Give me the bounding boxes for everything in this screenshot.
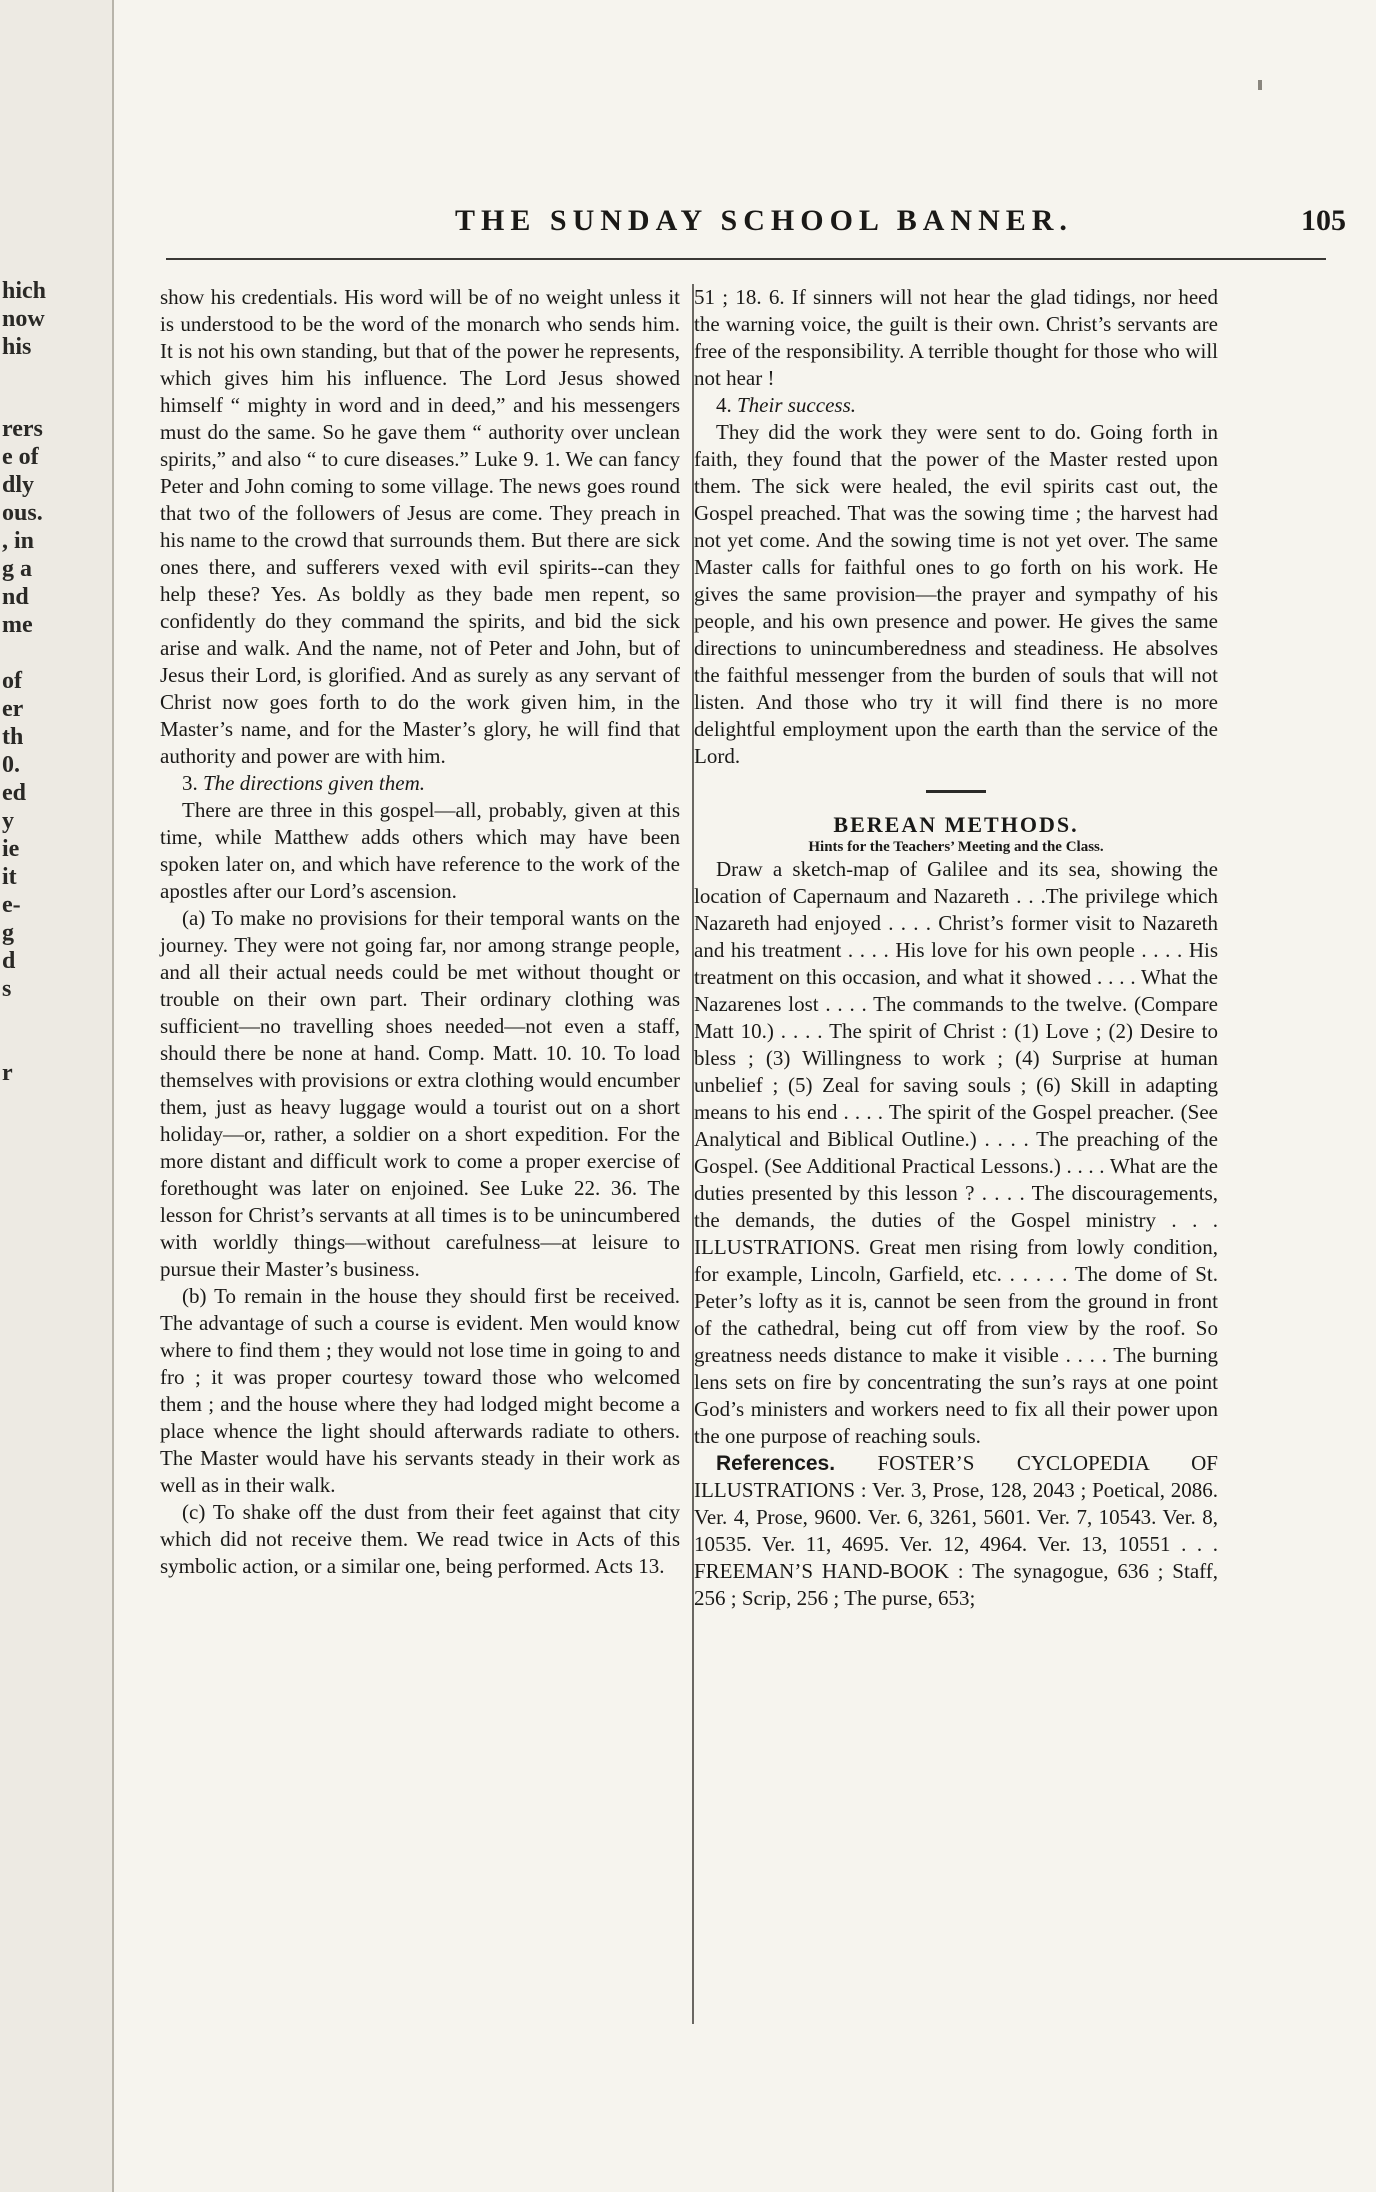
subsection-number: 4. — [716, 393, 732, 417]
right-column — [694, 284, 1218, 1612]
left-page-fragment: e of — [2, 444, 39, 470]
paragraph: Draw a sketch-map of Galilee and its sea, showing the location of Capernaum and Nazareth . . .The privilege which Nazareth had enjoyed . . . . Christ’s former visit to Nazareth and his treatment . . . . His love for his own people . . . . His treatment on this occasion, and what it showed . . . . What the Nazarenes lost . . . . The commands to the twelve. (Compare Matt 10.) . . . . The spirit of Christ : (1) Love ; (2) Desire to bless ; (3) Willingness to work ; (4) Surprise at human unbelief ; (5) Zeal for saving souls ; (6) Skill in adapting means to his end . . . . The spirit of the Gospel preacher. (See Analytical and Biblical Outline.) . . . . The preaching of the Gospel. (See Additional Practical Lessons.) . . . . What are the duties presented by this lesson ? . . . . The discouragements, the demands, the duties of the Gospel ministry . . . ILLUSTRATIONS. Great men rising from lowly condition, for example, Lincoln, Garfield, etc. . . . . . The dome of St. Peter’s lofty as it is, cannot be seen from the ground in front of the cathedral, being cut off from view by the roof. So greatness needs distance to make it visible . . . . The burning lens sets on fire by concentrating the sun’s rays at one point God’s ministers and workers need to fix all their power upon the one purpose of reaching souls. — [694, 857, 1218, 1448]
page-header — [314, 204, 1346, 244]
left-page-fragment: his — [2, 334, 32, 360]
paragraph: (b) To remain in the house they should first be received. The advantage of such a course is evident. Men would know where to find them ; they would not lose time in going to and fro ; it was proper courtesy toward those who welcomed them ; and the house where they had lodged might become a place whence the light should afterwards radiate to others. The Master would have his servants steady in their work as well as in their walk. — [160, 1284, 680, 1497]
page-number: 105 — [1301, 204, 1346, 237]
left-page-fragment: ous. — [2, 500, 43, 526]
book-page — [114, 0, 1376, 2192]
references-label: References. — [716, 1452, 836, 1475]
left-page-fragment: g — [2, 920, 14, 946]
left-page-fragment: th — [2, 724, 24, 750]
section-subtitle: Hints for the Teachers’ Meeting and the Class. — [808, 839, 1104, 855]
subsection-heading — [694, 392, 1218, 419]
references-paragraph — [694, 1450, 1218, 1612]
section-divider — [926, 790, 986, 793]
references-text: FOSTER’S CYCLOPEDIA OF ILLUSTRATIONS : Ver. 3, Prose, 128, 2043 ; Poetical, 2086. Ver. 4, Prose, 9600. Ver. 6, 3261, 5601. Ver. 7, 10543. Ver. 8, 10535. Ver. 11, 4695. Ver. 12, 4964. Ver. 13, 10551 . . . FREEMAN’S HAND-BOOK : The synagogue, 636 ; Staff, 256 ; Scrip, 256 ; The purse, 653; — [694, 1451, 1218, 1610]
left-page-fragment: nd — [2, 584, 29, 610]
paragraph: They did the work they were sent to do. Going forth in faith, they found that the power of the Master rested upon them. The sick were healed, the evil spirits cast out, the Gospel preached. That was the sowing time ; the harvest had not yet come. And the sowing time is not yet over. The same Master calls for faithful ones to go forth on his work. He gives the same provision—the prayer and sympathy of his people, and his own presence and power. He gives the same directions to unincumberedness and steadiness. He absolves the faithful messenger from the burden of souls that will not listen. And those who try it will find there is no more delightful employment upon the earth than the service of the Lord. — [694, 420, 1218, 768]
left-page-fragment: d — [2, 948, 16, 974]
running-title: THE SUNDAY SCHOOL BANNER. — [455, 204, 1073, 237]
left-page-fragment: 0. — [2, 752, 20, 778]
left-column — [160, 284, 680, 1580]
paragraph: (c) To shake off the dust from their feet against that city which did not receive them. We read twice in Acts of this symbolic action, or a similar one, being performed. Acts 13. — [160, 1500, 680, 1578]
section-title: BEREAN METHODS. — [833, 812, 1079, 837]
subsection-title: The directions given them. — [203, 771, 426, 795]
left-page-edge — [0, 0, 114, 2192]
left-page-fragment: , in — [2, 528, 35, 554]
left-page-fragment: now — [2, 306, 45, 332]
left-page-fragment: er — [2, 696, 24, 722]
paragraph: 51 ; 18. 6. If sinners will not hear the glad tidings, nor heed the warning voice, the guilt is their own. Christ’s servants are free of the responsibility. A terrible thought for those who will not hear ! — [694, 285, 1218, 390]
left-page-fragment: of — [2, 668, 22, 694]
left-page-fragment: e- — [2, 892, 21, 918]
left-page-fragment: ed — [2, 780, 26, 806]
left-page-fragment: s — [2, 976, 12, 1002]
left-page-fragment: hich — [2, 278, 47, 304]
left-page-fragment: me — [2, 612, 33, 638]
left-page-fragment: r — [2, 1060, 13, 1086]
subsection-number: 3. — [182, 771, 198, 795]
left-page-fragment: dly — [2, 472, 35, 498]
left-page-fragment: it — [2, 864, 17, 890]
paragraph: There are three in this gospel—all, probably, given at this time, while Matthew adds others which may have been spoken later on, and which have reference to the work of the apostles after our Lord’s ascension. — [160, 798, 680, 903]
paragraph: (a) To make no provisions for their temporal wants on the journey. They were not going far, nor among strange people, and all their actual needs could be met without thought or trouble on their own part. Their ordinary clothing was sufficient—no travelling shoes needed—not even a staff, should there be none at hand. Comp. Matt. 10. 10. To load themselves with provisions or extra clothing would encumber them, just as heavy luggage would a tourist out on a short holiday—or, rather, a soldier on a short expedition. For the more distant and difficult work to come a proper exercise of forethought was later on enjoined. See Luke 22. 36. The lesson for Christ’s servants at all times is to be unincumbered with worldly things—without carefulness—at leisure to pursue their Master’s business. — [160, 906, 680, 1281]
left-page-fragment: rers — [2, 416, 43, 442]
left-page-fragment: ie — [2, 836, 20, 862]
header-rule — [166, 258, 1326, 260]
subsection-heading — [160, 770, 680, 797]
page-speck — [1258, 80, 1262, 90]
left-page-fragment: g a — [2, 556, 32, 582]
subsection-title: Their success. — [737, 393, 856, 417]
left-page-fragment: y — [2, 808, 14, 834]
paragraph: show his credentials. His word will be of no weight unless it is understood to be the word of the monarch who sends him. It is not his own standing, but that of the power he represents, which gives him his influence. The Lord Jesus showed himself “ mighty in word and in deed,” and his messengers must do the same. So he gave them “ authority over unclean spirits,” and also “ to cure diseases.” Luke 9. 1. We can fancy Peter and John coming to some village. The news goes round that two of the followers of Jesus are come. They preach in his name to the crowd that surrounds them. But there are sick ones there, and sufferers vexed with evil spirits--can they help these? Yes. As boldly as they bade men repent, so confidently do they command the spirits, and bid the sick arise and walk. And the name, not of Peter and John, but of Jesus their Lord, is glorified. And as surely as any servant of Christ now goes forth to do the work given him, in the Master’s name, and for the Master’s glory, he will find that authority and power are with him. — [160, 285, 680, 768]
